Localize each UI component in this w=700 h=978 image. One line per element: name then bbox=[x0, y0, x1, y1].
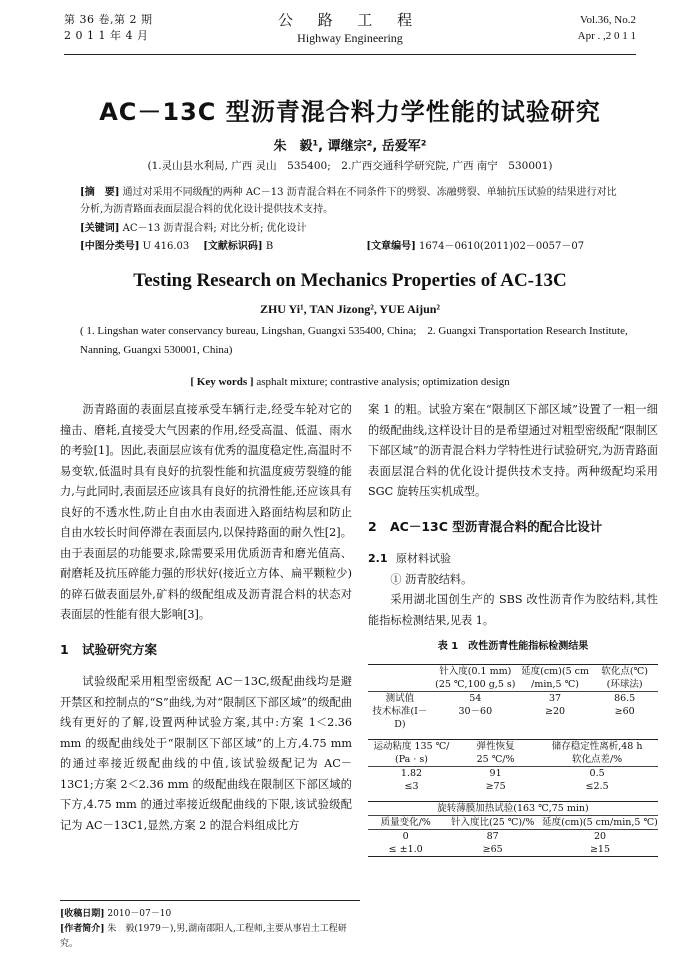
footnotes bbox=[60, 900, 360, 952]
intro-paragraph: 沥青路面的表面层直接承受车辆行走,经受车轮对它的撞击、磨耗,直接受大气因素的作用,经受高温、低温、雨水的考验[1]。因此,表面层应该有优秀的温度稳定性,高温时不易变软,低温时具有良好的抗裂性能和抗温度疲劳裂缝的能力,与此同时,表面层还应该具有良好的抗滑性能,还应该具有良好的不透水性,防止自由水由表面进入路面结构层和防止自由水较长时间停滞在表面层内,以保持路面的耐久性[2]。由于表面层的功能要求,除需要采用优质沥青和磨光值高、耐磨耗及抗压碎能力强的形状好(接近立方体、扁平颗粒少)的碎石做表面层外,矿料的级配组成及沥青混合料的状态对表面层的性能有很大影响[3]。 bbox=[60, 403, 352, 621]
section-1-number: 1 bbox=[60, 641, 69, 657]
affiliation-en: ( 1. Lingshan water conservancy bureau, Lingshan, Guangxi 535400, China; 2. Guangxi Transportation Research Institute, Nanning, Guangxi 530001, China) bbox=[80, 325, 628, 356]
received-date: 2010－07－10 bbox=[107, 909, 172, 919]
keywords-en-label: [ Key words ] bbox=[190, 376, 254, 388]
keywords-zh bbox=[80, 220, 620, 237]
table-b3-cell: ≤ ±1.0 bbox=[388, 843, 423, 855]
table-b1-row bbox=[368, 705, 658, 731]
table-block-3-rows bbox=[368, 830, 658, 856]
table-1 bbox=[368, 664, 658, 857]
abstract-label: [摘 要] bbox=[80, 187, 120, 198]
table-block-3-header bbox=[368, 816, 658, 830]
author-bio: 朱 毅(1979－),男,湖南邵阳人,工程师,主要从事岩土工程研究。 bbox=[60, 924, 347, 949]
title-en: Testing Research on Mechanics Properties of AC-13C bbox=[133, 270, 567, 291]
table-block-1-header bbox=[368, 665, 658, 692]
table-b2-header-cell: 储存稳定性离析,48 h 软化点差/% bbox=[551, 740, 643, 765]
abstract-zh bbox=[80, 184, 620, 218]
keywords-label: [关键词] bbox=[80, 223, 120, 234]
abstract-text: 通过对采用不同级配的两种 AC－13 沥青混合料在不同条件下的劈裂、冻融劈裂、单轴抗压试验的结果进行对比分析,为沥青路面表面层混合料的优化设计提供技术支持。 bbox=[80, 187, 617, 215]
table-block-2-rows bbox=[368, 767, 658, 793]
right-paragraph-2: 采用湖北国创生产的 SBS 改性沥青作为胶结料,其性能指标检测结果,见表 1。 bbox=[368, 593, 658, 627]
header-right bbox=[578, 12, 636, 44]
table-b2-cell: ≤2.5 bbox=[585, 780, 609, 792]
table-b3-header-cell: 延度(cm)(5 cm/min,5 ℃) bbox=[542, 816, 658, 828]
table-b2-cell: ≤3 bbox=[404, 780, 419, 792]
header-date: 2 0 1 1 年 4 月 bbox=[64, 29, 149, 42]
article-no-label: [文章编号] bbox=[366, 241, 416, 252]
table-b1-row bbox=[368, 692, 658, 705]
journal-name-zh: 公 路 工 程 bbox=[277, 11, 423, 29]
table-b2-header-cell: 运动粘度 135 ℃/ (Pa · s) bbox=[373, 740, 450, 765]
table-block-2 bbox=[368, 739, 658, 793]
section-2-1-number: 2.1 bbox=[368, 552, 388, 565]
table-block-1 bbox=[368, 664, 658, 731]
header-volume-en: Vol.36, No.2 bbox=[579, 14, 636, 26]
section-2-1-heading bbox=[368, 549, 658, 570]
table-b1-cell: 86.5 bbox=[614, 692, 636, 704]
table-block-3-span-header: 旋转薄膜加热试验(163 ℃,75 min) bbox=[368, 802, 658, 816]
section-1-title: 试验研究方案 bbox=[82, 641, 158, 657]
classification-line bbox=[80, 238, 620, 255]
clc-label: [中图分类号] bbox=[80, 241, 140, 252]
doc-code-label: [文献标识码] bbox=[203, 241, 263, 252]
table-b1-header-cell: 针入度(0.1 mm) (25 ℃,100 g,5 s) bbox=[435, 665, 516, 690]
section-1-heading bbox=[60, 640, 352, 661]
right-column bbox=[368, 400, 658, 857]
table-b1-cell: 技术标准(Ⅰ－D) bbox=[372, 705, 428, 730]
received-label: [收稿日期] bbox=[60, 909, 105, 919]
table-b3-cell: 87 bbox=[486, 830, 499, 842]
table-b2-cell: 1.82 bbox=[400, 767, 423, 779]
table-b1-cell: 54 bbox=[469, 692, 482, 704]
table-b3-row bbox=[368, 843, 658, 856]
table-b1-cell: ≥20 bbox=[545, 705, 566, 717]
section-1-paragraph: 试验级配采用粗型密级配 AC－13C,级配曲线均是避开禁区和控制点的“S”曲线,为对“限制区下部区域”的级配曲线有更好的了解,设置两种试验方案,其中:方案 1＜2.36 mm 的级配曲线处于“限制区下部区域”的上方,4.75 mm 的通过率接近级配曲线的中值,该试验级配记为 AC－13C1;方案 2＜2.36 mm 的级配曲线在限制区下部区域的下方,4.75 mm 的通过率接近级配曲线的下限,该试验级配记为 AC－13C1,显然,方案 2 的混合料组成比方 bbox=[60, 675, 352, 832]
table-b3-cell: ≥15 bbox=[589, 843, 611, 855]
table-b3-cell: 0 bbox=[402, 830, 409, 842]
table-block-1-rows bbox=[368, 692, 658, 731]
authors-zh: 朱 毅¹, 谭继宗², 岳爱军² bbox=[273, 139, 427, 154]
header-center bbox=[64, 10, 636, 46]
table-b2-cell: ≥75 bbox=[485, 780, 506, 792]
table-b3-header-cell: 质量变化/% bbox=[380, 816, 431, 828]
author-bio-label: [作者简介] bbox=[60, 924, 105, 934]
table-caption: 表 1 改性沥青性能指标检测结果 bbox=[437, 641, 589, 652]
footnote-author bbox=[60, 922, 360, 952]
table-b1-header-cell: 软化点(℃) (环球法) bbox=[601, 665, 648, 690]
table-b2-cell: 91 bbox=[489, 767, 502, 779]
table-b2-cell: 0.5 bbox=[589, 767, 605, 779]
table-b1-cell: 37 bbox=[549, 692, 562, 704]
footnote-received bbox=[60, 907, 360, 922]
table-b3-cell: ≥65 bbox=[482, 843, 503, 855]
table-b2-row bbox=[368, 780, 658, 793]
left-column bbox=[60, 400, 352, 836]
section-2-1-title: 原材料试验 bbox=[396, 552, 451, 565]
section-2-title: AC－13C 型沥青混合料的配合比设计 bbox=[390, 518, 603, 534]
table-b3-header-cell: 针入度比(25 ℃)/% bbox=[450, 816, 535, 828]
clc-value: U 416.03 bbox=[142, 241, 190, 252]
table-b1-cell: 30－60 bbox=[458, 705, 493, 717]
right-paragraph-1: 案 1 的粗。试验方案在“限制区下部区域”设置了一粗一细的级配曲线,这样设计目的是希望通过对粗型密级配“限制区下部区域”的沥青混合料力学特性进行试验研究,为沥青路面表面层混合料的优化设计提供技术支持。两种级配均采用 SGC 旋转压实机成型。 bbox=[368, 403, 658, 498]
table-b1-cell: 测试值 bbox=[385, 692, 415, 704]
journal-name-en: Highway Engineering bbox=[297, 31, 403, 45]
keywords-en bbox=[0, 376, 700, 388]
affiliation-zh: (1.灵山县水利局, 广西 灵山 535400; 2.广西交通科学研究院, 广西 南宁 530001) bbox=[147, 160, 553, 172]
table-block-2-header bbox=[368, 740, 658, 767]
header-date-en: Apr . ,2 0 1 1 bbox=[577, 30, 636, 42]
table-b3-cell: 20 bbox=[593, 830, 607, 842]
running-header bbox=[64, 10, 636, 55]
keywords-text: AC－13 沥青混合料; 对比分析; 优化设计 bbox=[122, 223, 307, 234]
table-b1-header-cell bbox=[368, 665, 432, 691]
table-b2-header-cell: 弹性恢复 25 ℃/% bbox=[476, 740, 515, 765]
table-b2-row bbox=[368, 767, 658, 780]
doc-code-value: B bbox=[265, 241, 274, 252]
article-no-value: 1674－0610(2011)02－0057－07 bbox=[419, 241, 585, 252]
authors-en: ZHU Yi¹, TAN Jizong², YUE Aijun² bbox=[259, 302, 441, 316]
keywords-en-text: asphalt mixture; contrastive analysis; optimization design bbox=[256, 376, 510, 388]
table-block-3 bbox=[368, 801, 658, 857]
header-volume: 第 36 卷,第 2 期 bbox=[64, 13, 153, 26]
table-b1-header-cell: 延度(cm)(5 cm /min,5 ℃) bbox=[521, 665, 589, 690]
title-zh: AC－13C 型沥青混合料力学性能的试验研究 bbox=[99, 98, 601, 126]
list-item-binder: ① 沥青胶结料。 bbox=[390, 572, 473, 586]
table-b3-row bbox=[368, 830, 658, 843]
section-2-number: 2 bbox=[368, 518, 377, 534]
section-2-heading bbox=[368, 517, 658, 538]
table-b1-cell: ≥60 bbox=[614, 705, 635, 717]
